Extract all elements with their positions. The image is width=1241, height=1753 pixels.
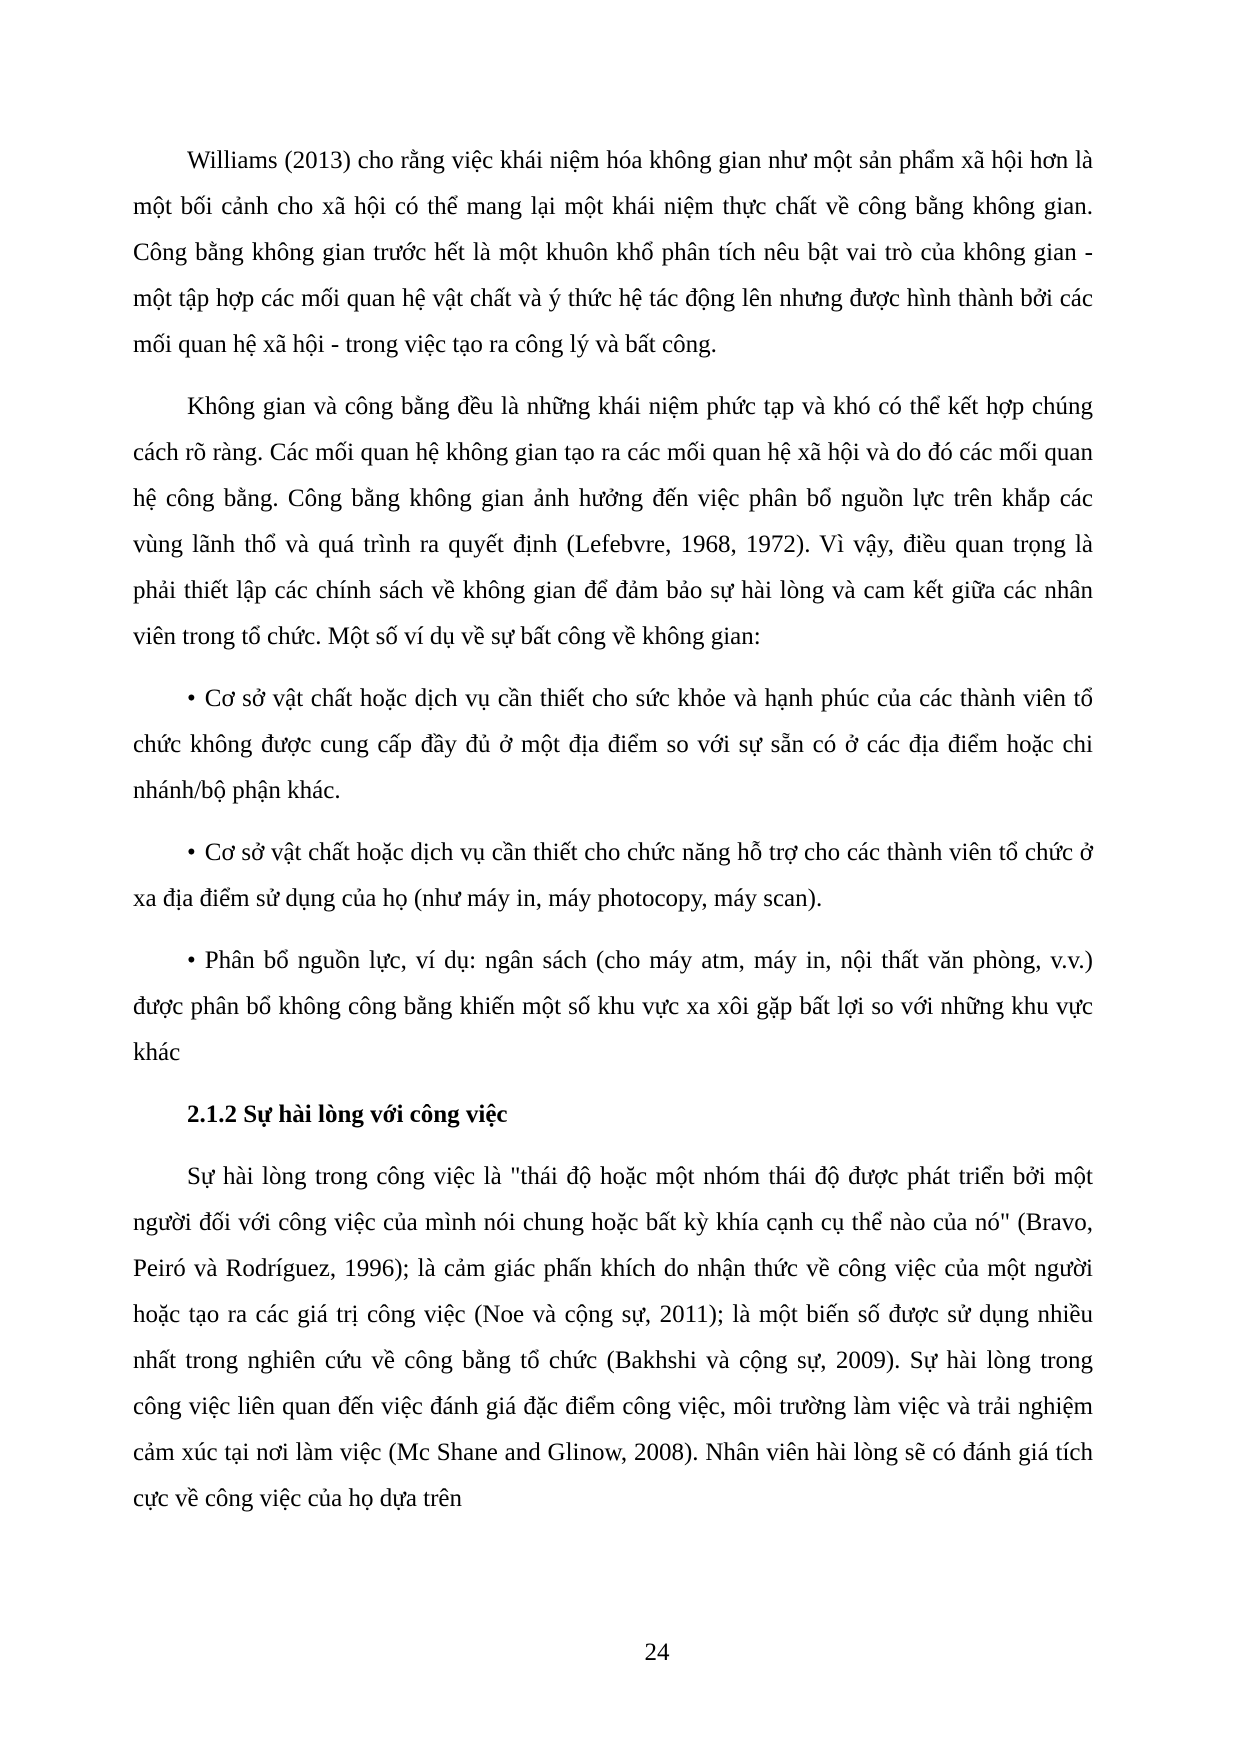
bullet-icon: • [187,947,196,974]
page-footer [133,1630,1181,1676]
bullet-text: Cơ sở vật chất hoặc dịch vụ cần thiết cho chức năng hỗ trợ cho các thành viên tổ chức ở xa địa điểm sử dụng của họ (như máy in, máy photocopy, máy scan). [133,839,1093,912]
paragraph: Williams (2013) cho rằng việc khái niệm hóa không gian như một sản phẩm xã hội hơn là một bối cảnh cho xã hội có thể mang lại một khái niệm thực chất về công bằng không gian. Công bằng không gian trước hết là một khuôn khổ phân tích nêu bật vai trò của không gian - một tập hợp các mối quan hệ vật chất và ý thức hệ tác động lên nhưng được hình thành bởi các mối quan hệ xã hội - trong việc tạo ra công lý và bất công. [133,147,1093,358]
section-heading: 2.1.2 Sự hài lòng với công việc [187,1101,508,1128]
text-block [133,138,1093,1538]
bullet-icon: • [187,685,196,712]
bullet-item [133,676,1093,814]
bullet-item [133,938,1093,1076]
page-number: 24 [644,1639,670,1666]
bullet-item [133,830,1093,922]
paragraph: Sự hài lòng trong công việc là "thái độ hoặc một nhóm thái độ được phát triển bởi một người đối với công việc của mình nói chung hoặc bất kỳ khía cạnh cụ thể nào của nó" (Bravo, Peiró và Rodríguez, 1996); là cảm giác phấn khích do nhận thức về công việc của một người hoặc tạo ra các giá trị công việc (Noe và cộng sự, 2011); là một biến số được sử dụng nhiều nhất trong nghiên cứu về công bằng tổ chức (Bakhshi và cộng sự, 2009). Sự hài lòng trong công việc liên quan đến việc đánh giá đặc điểm công việc, môi trường làm việc và trải nghiệm cảm xúc tại nơi làm việc (Mc Shane and Glinow, 2008). Nhân viên hài lòng sẽ có đánh giá tích cực về công việc của họ dựa trên [133,1163,1093,1512]
bullet-text: Cơ sở vật chất hoặc dịch vụ cần thiết cho sức khỏe và hạnh phúc của các thành viên tổ chức không được cung cấp đầy đủ ở một địa điểm so với sự sẵn có ở các địa điểm hoặc chi nhánh/bộ phận khác. [133,685,1093,804]
paragraph: Không gian và công bằng đều là những khái niệm phức tạp và khó có thể kết hợp chúng cách rõ ràng. Các mối quan hệ không gian tạo ra các mối quan hệ xã hội và do đó các mối quan hệ công bằng. Công bằng không gian ảnh hưởng đến việc phân bổ nguồn lực trên khắp các vùng lãnh thổ và quá trình ra quyết định (Lefebvre, 1968, 1972). Vì vậy, điều quan trọng là phải thiết lập các chính sách về không gian để đảm bảo sự hài lòng và cam kết giữa các nhân viên trong tổ chức. Một số ví dụ về sự bất công về không gian: [133,393,1093,650]
bullet-text: Phân bổ nguồn lực, ví dụ: ngân sách (cho máy atm, máy in, nội thất văn phòng, v.v.) được phân bổ không công bằng khiến một số khu vực xa xôi gặp bất lợi so với những khu vực khác [133,947,1093,1066]
bullet-icon: • [187,839,196,866]
